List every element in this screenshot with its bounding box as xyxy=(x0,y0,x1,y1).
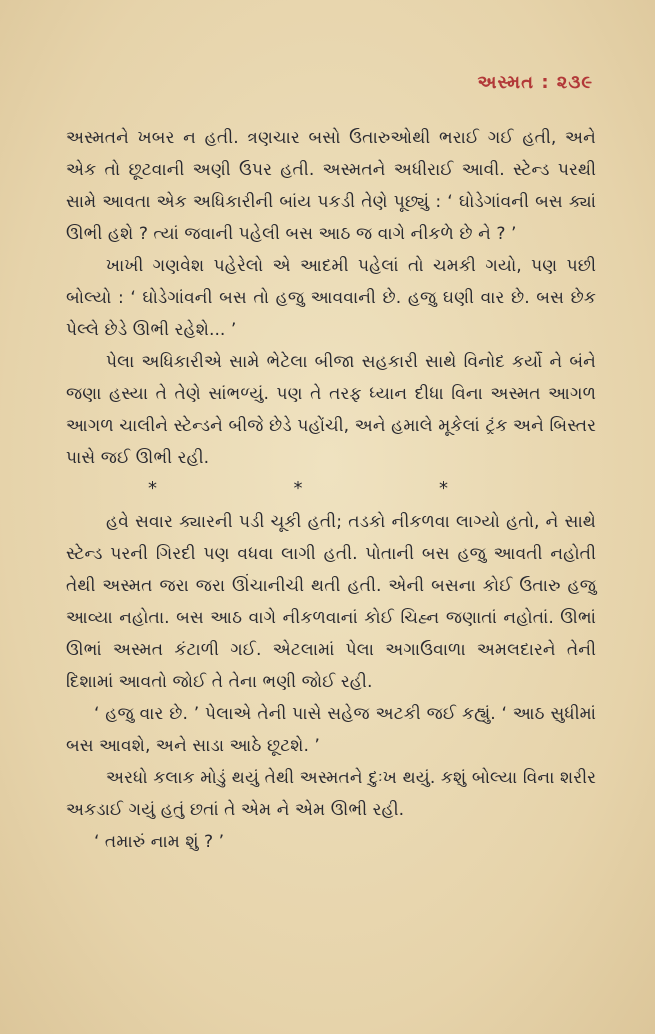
separator-star: * xyxy=(293,478,303,499)
separator-star: * xyxy=(148,478,157,499)
paragraph-3: પેલા અધિકારીએ સામે ભેટેલા બીજા સહકારી સાથે વિનોદ કર્યો ને બંને જણા હસ્યા તે તેણે સાંભળ્યું. પણ તે તરફ ધ્યાન દીધા વિના અસ્મત આગળ આગળ ચાલીને સ્ટેન્ડને બીજે છેડે પહોંચી, અને હમાલે મૂકેલાં ટ્રંક અને બિસ્તર પાસે જઈ ઊભી રહી. xyxy=(66,352,596,468)
paragraph-6: અરધો કલાક મોડું થયું તેથી અસ્મતને દુઃખ થયું. કશું બોલ્યા વિના શરીર અકડાઈ ગયું હતું છતાં તે એમ ને એમ ઊભી રહી. xyxy=(66,768,596,820)
paragraph-5: ‘ હજુ વાર છે. ’ પેલાએ તેની પાસે સહેજ અટકી જઈ કહ્યું. ‘ આઠ સુધીમાં બસ આવશે, અને સાડા આઠે છૂટશે. ’ xyxy=(66,704,596,756)
paragraph-2: ખાખી ગણવેશ પહેરેલો એ આદમી પહેલાં તો ચમકી ગયો, પણ પછી બોલ્યો : ‘ ઘોડેગાંવની બસ તો હજુ આવવાની છે. હજુ ઘણી વાર છે. બસ છેક પેલ્લે છેડે ઊભી રહેશે... ’ xyxy=(66,256,596,340)
running-header: અસ્મત : ૨૩૯ xyxy=(477,72,593,93)
paragraph-7: ‘ તમારું નામ શું ? ’ xyxy=(94,832,225,852)
section-separator xyxy=(148,476,448,502)
separator-star: * xyxy=(439,478,448,499)
page-body xyxy=(66,122,596,858)
paragraph-1: અસ્મતને ખબર ન હતી. ત્રણચાર બસો ઉતારુઓથી ભરાઈ ગઈ હતી, અને એક તો છૂટવાની અણી ઉપર હતી. અસ્મતને અધીરાઈ આવી. સ્ટેન્ડ પરથી સામે આવતા એક અધિકારીની બાંય પકડી તેણે પૂછ્યું : ‘ ઘોડેગાંવની બસ ક્યાં ઊભી હશે ? ત્યાં જવાની પહેલી બસ આઠ જ વાગે નીકળે છે ને ? ’ xyxy=(66,128,596,244)
paragraph-4: હવે સવાર ક્યારની પડી ચૂકી હતી; તડકો નીકળવા લાગ્યો હતો, ને સાથે સ્ટેન્ડ પરની ગિરદી પણ વધવા લાગી હતી. પોતાની બસ હજુ આવતી નહોતી તેથી અસ્મત જરા જરા ઊંચાનીચી થતી હતી. એની બસના કોઈ ઉતારુ હજુ આવ્યા નહોતા. બસ આઠ વાગે નીકળવાનાં કોઈ ચિહ્ન જણાતાં નહોતાં. ઊભાં ઊભાં અસ્મત કંટાળી ગઈ. એટલામાં પેલા અગાઉવાળા અમલદારને તેની દિશામાં આવતો જોઈ તે તેના ભણી જોઈ રહી. xyxy=(66,512,596,692)
